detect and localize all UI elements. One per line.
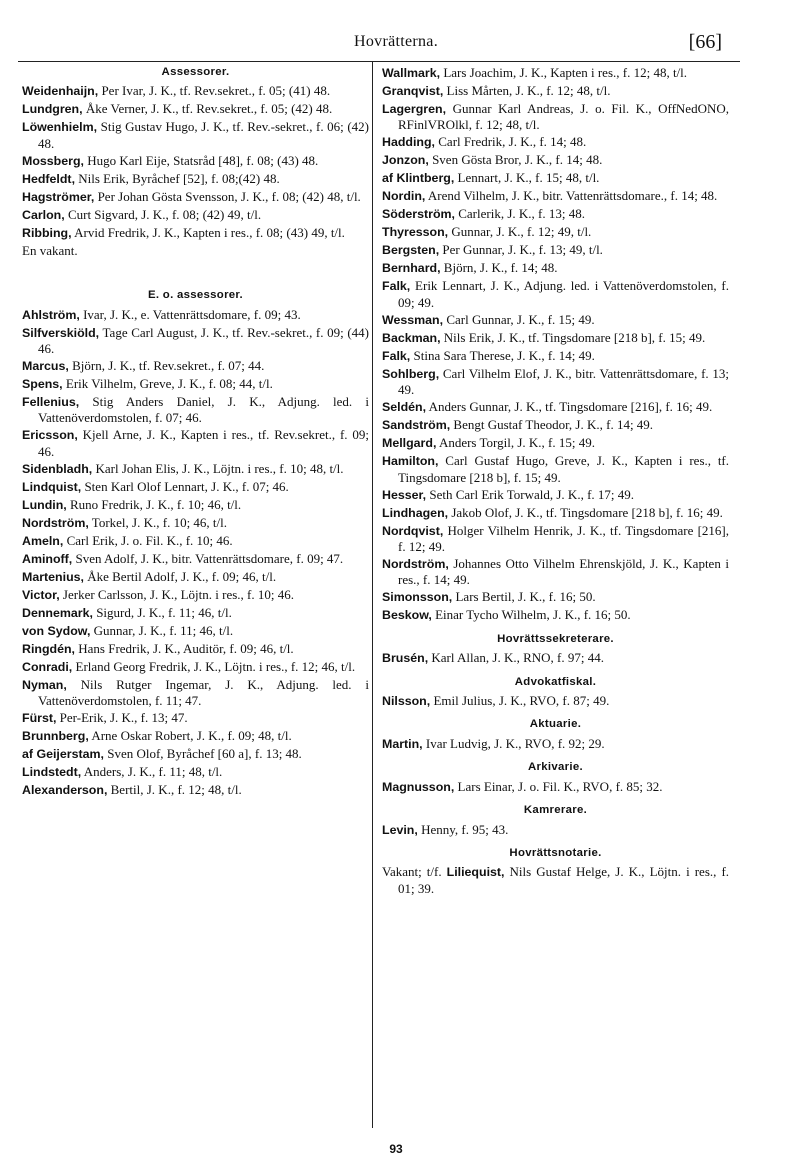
entry-details: Torkel, J. K., f. 10; 46, t/l. [91,514,228,530]
entry-name: Liliequist, [446,865,505,880]
entry-details: Arne Oskar Robert, J. K., f. 09; 48, t/l. [91,728,292,744]
page-header-title: Hovrätterna. [353,33,438,50]
entry-name: Brunnberg, [22,729,89,744]
entry-name: Lagergren, [382,102,447,116]
entry-details: Sven Olof, Byråchef [60 a], f. 13; 48. [107,746,302,762]
entry-name: Lundin, [22,497,67,512]
roster-entry [382,822,729,838]
roster-entry [22,243,369,258]
entry-details: Seth Carl Erik Torwald, J. K., f. 17; 49. [429,486,635,502]
entry-name: Jonzon, [382,153,429,168]
entry-name: Seldén, [382,400,427,415]
entry-details: Runo Fredrik, J. K., f. 10; 46, t/l. [69,496,242,512]
roster-entry [382,260,729,276]
entry-name: Wallmark, [382,66,441,80]
page-marker: [66] [688,31,722,53]
entry-details: Arend Vilhelm, J. K., bitr. Vattenrättsdomare., f. 14; 48. [427,188,718,204]
entry-name: Backman, [382,330,441,345]
entry-name: Nordström, [382,557,449,572]
left-column [22,65,369,800]
roster-entry [382,188,729,204]
roster-entry [382,348,729,364]
entry-details: Jakob Olof, J. K., tf. Tingsdomare [218 b], f. 16; 49. [451,504,723,520]
roster-entry [382,487,729,503]
entry-details: Sven Gösta Bror, J. K., f. 14; 48. [432,152,603,168]
entry-name: Bergsten, [382,243,440,258]
entry-name: Nyman, [22,677,67,692]
roster-entry [22,677,369,709]
roster-entry [22,746,369,762]
roster-entry [22,728,369,744]
roster-entry [22,358,369,374]
roster-entry [382,224,729,240]
entry-details: Hans Fredrik, J. K., Auditör, f. 09; 46, t/l. [78,640,294,656]
roster-entry [22,479,369,495]
entry-name: Sandström, [382,418,451,433]
roster-entry [382,417,729,433]
entry-details: Anders, J. K., f. 11; 48, t/l. [83,764,223,780]
entry-name: Mellgard, [382,436,437,451]
entry-lead: Vakant; t/f. [382,864,442,880]
entry-name: Lindhagen, [382,505,449,520]
roster-entry [382,779,729,795]
entry-details: Karl Allan, J. K., RNO, f. 97; 44. [431,650,604,666]
entry-details: Gunnar Karl Andreas, J. o. Fil. K., OffNedONO, RFinlVROlkl, f. 12; 48, t/l. [398,101,729,133]
entry-name: af Klintberg, [382,171,455,186]
entry-name: Söderström, [382,207,455,222]
entry-name: Martin, [382,736,423,751]
roster-entry [22,307,369,323]
entry-details: Erik Lennart, J. K., Adjung. led. i Vattenöverdomstolen, f. 09; 49. [398,278,729,310]
entry-name: Hadding, [382,135,435,150]
entry-details: Curt Sigvard, J. K., f. 08; (42) 49, t/l. [67,206,262,222]
roster-entry [22,394,369,426]
entry-details: Gunnar, J. K., f. 11; 46, t/l. [93,622,234,638]
entry-name: Nordqvist, [382,523,444,538]
entry-name: Nordin, [382,189,426,204]
entry-name: Falk, [382,279,411,294]
roster-entry [22,225,369,241]
entry-details: Åke Bertil Adolf, J. K., f. 09; 46, t/l. [87,568,277,584]
entry-name: Löwenhielm, [22,120,98,135]
entry-name: Ahlström, [22,307,80,322]
roster-entry [382,556,729,588]
roster-entry [22,551,369,567]
section-heading: Kamrerare. [523,804,588,817]
roster-entry [382,134,729,150]
entry-details: Carl Vilhelm Elof, J. K., bitr. Vattenrättsdomare, f. 13; 49. [398,365,730,398]
section-heading: Arkivarie. [528,761,583,774]
roster-entry [22,659,369,675]
entry-name: Martenius, [22,569,84,584]
roster-entry [382,453,729,485]
entry-details: Carl Erik, J. o. Fil. K., f. 10; 46. [66,532,233,548]
column-divider [372,61,373,1128]
entry-details: Stig Gustav Hugo, J. K., tf. Rev.-sekret., f. 06; (42) 48. [38,119,370,151]
entry-details: Lars Joachim, J. K., Kapten i res., f. 12; 48, t/l. [443,65,688,80]
roster-entry [22,710,369,726]
entry-details: Lars Bertil, J. K., f. 16; 50. [455,589,596,605]
entry-details: Hugo Karl Eije, Statsråd [48], f. 08; (43) 48. [87,152,319,168]
entry-name: von Sydow, [22,623,91,638]
header-rule [18,61,740,62]
roster-entry [382,505,729,521]
entry-details: Sigurd, J. K., f. 11; 46, t/l. [96,604,232,620]
entry-details: Bengt Gustaf Theodor, J. K., f. 14; 49. [453,417,654,433]
roster-entry [22,782,369,798]
entry-name: Lindquist, [22,479,82,494]
roster-entry [22,101,369,117]
entry-details: Gunnar, J. K., f. 12; 49, t/l. [451,224,592,240]
entry-details: Per-Erik, J. K., f. 13; 47. [59,710,188,726]
entry-name: Conradi, [22,659,73,674]
entry-details: Jerker Carlsson, J. K., Löjtn. i res., f. 10; 46. [62,586,294,602]
entry-details: Carlerik, J. K., f. 13; 48. [458,206,585,222]
entry-name: Falk, [382,348,411,363]
entry-name: Magnusson, [382,779,455,794]
entry-details: Bertil, J. K., f. 12; 48, t/l. [110,782,242,798]
roster-entry [382,312,729,328]
entry-name: Lundgren, [22,102,83,117]
entry-name: af Geijerstam, [22,747,104,762]
entry-details: En vakant. [22,242,78,258]
entry-details: Björn, J. K., f. 14; 48. [443,260,558,276]
section-heading: Advokatfiskal. [514,675,597,688]
entry-name: Silfverskiöld, [22,325,100,340]
entry-name: Ericsson, [22,428,78,443]
roster-entry [382,650,729,666]
roster-entry [382,366,729,398]
entry-name: Fellenius, [22,395,80,410]
entry-details: Kjell Arne, J. K., Kapten i res., tf. Rev.sekret., f. 09; 46. [38,427,369,459]
entry-name: Victor, [22,587,60,602]
entry-name: Ringdén, [22,641,75,656]
roster-entry [382,693,729,709]
roster-entry [22,515,369,531]
entry-name: Alexanderson, [22,783,108,798]
entry-details: Lars Einar, J. o. Fil. K., RVO, f. 85; 32. [457,778,663,794]
entry-details: Erik Vilhelm, Greve, J. K., f. 08; 44, t/l. [65,376,273,392]
entry-details: Carl Gunnar, J. K., f. 15; 49. [446,311,595,327]
roster-entry [22,587,369,603]
roster-entry [22,325,369,357]
roster-entry [22,497,369,513]
entry-details: Tage Carl August, J. K., tf. Rev.-sekret., f. 09; (44) 46. [38,324,369,357]
entry-details: Sven Adolf, J. K., bitr. Vattenrättsdomare, f. 09; 47. [75,550,344,566]
entry-name: Spens, [22,377,63,392]
roster-entry [22,569,369,585]
entry-details: Björn, J. K., tf. Rev.sekret., f. 07; 44. [72,358,265,374]
entry-name: Bernhard, [382,261,441,276]
entry-details: Carl Gustaf Hugo, Greve, J. K., Kapten i res., tf. Tingsdomare [218 b], f. 15; 49. [398,453,730,485]
entry-name: Nordström, [22,515,89,530]
entry-name: Brusén, [382,651,429,666]
section-heading: Hovrättssekreterare. [497,632,614,645]
entry-details: Nils Rutger Ingemar, J. K., Adjung. led. i Vattenöverdomstolen, f. 11; 47. [38,676,369,709]
entry-details: Einar Tycho Wilhelm, J. K., f. 16; 50. [435,607,631,623]
entry-name: Sidenbladh, [22,461,93,476]
roster-entry [382,101,729,133]
entry-details: Karl Johan Elis, J. K., Löjtn. i res., f. 10; 48, t/l. [95,460,344,476]
roster-entry [22,764,369,780]
entry-name: Lindstedt, [22,765,82,780]
entry-name: Nilsson, [382,694,431,709]
roster-entry [22,207,369,223]
entry-details: Stina Sara Therese, J. K., f. 14; 49. [413,347,595,363]
page-number: 93 [389,1142,403,1156]
entry-name: Aminoff, [22,551,73,566]
roster-entry [382,83,729,99]
entry-details: Per Johan Gösta Svensson, J. K., f. 08; (42) 48, t/l. [97,188,361,204]
entry-name: Wessman, [382,312,444,327]
entry-name: Sohlberg, [382,366,440,381]
entry-name: Dennemark, [22,605,93,620]
roster-entry [22,119,369,151]
entry-details: Ivar, J. K., e. Vattenrättsdomare, f. 09; 43. [83,306,301,322]
roster-entry [382,242,729,258]
entry-details: Emil Julius, J. K., RVO, f. 87; 49. [433,693,610,709]
entry-name: Carlon, [22,207,65,222]
roster-entry [22,376,369,392]
entry-name: Hesser, [382,487,427,502]
entry-details: Stig Anders Daniel, J. K., Adjung. led. i Vattenöverdomstolen, f. 07; 46. [38,394,369,426]
roster-entry [382,206,729,222]
roster-entry [22,171,369,187]
entry-details: Nils Gustaf Helge, J. K., Löjtn. i res., f. 01; 39. [398,864,730,896]
roster-entry [382,736,729,752]
entry-details: Per Gunnar, J. K., f. 13; 49, t/l. [442,242,603,258]
entry-details: Arvid Fredrik, J. K., Kapten i res., f. 08; (43) 49, t/l. [74,224,345,240]
roster-entry [382,523,729,555]
entry-details: Nils Erik, Byråchef [52], f. 08;(42) 48. [78,170,280,186]
entry-name: Granqvist, [382,84,444,98]
roster-entry [22,533,369,549]
roster-entry [22,153,369,169]
entry-name: Mossberg, [22,153,84,168]
roster-entry [382,864,729,896]
roster-entry [22,623,369,639]
entry-name: Ameln, [22,533,64,548]
entry-details: Holger Vilhelm Henrik, J. K., tf. Tingsdomare [216], f. 12; 49. [398,522,729,555]
entry-details: Carl Fredrik, J. K., f. 14; 48. [438,134,587,150]
entry-name: Thyresson, [382,225,449,240]
entry-name: Hagströmer, [22,189,95,204]
roster-entry [22,461,369,477]
entry-name: Beskow, [382,608,432,623]
entry-name: Weidenhaijn, [22,84,99,99]
roster-entry [22,605,369,621]
roster-entry [382,170,729,186]
entry-name: Ribbing, [22,225,72,240]
entry-details: Henny, f. 95; 43. [421,821,509,837]
roster-entry [382,399,729,415]
right-column [382,65,729,898]
roster-entry [22,189,369,205]
entry-details: Sten Karl Olof Lennart, J. K., f. 07; 46. [84,478,289,494]
entry-name: Hamilton, [382,454,439,469]
entry-details: Ivar Ludvig, J. K., RVO, f. 92; 29. [425,735,605,751]
entry-details: Anders Torgil, J. K., f. 15; 49. [438,435,595,451]
entry-details: Liss Mårten, J. K., f. 12; 48, t/l. [446,83,611,98]
roster-entry [382,607,729,623]
section-heading: E. o. assessorer. [147,289,244,302]
section-heading: Aktuarie. [529,718,582,731]
entry-details: Erland Georg Fredrik, J. K., Löjtn. i res., f. 12; 46, t/l. [75,658,356,674]
roster-entry [382,65,729,81]
entry-name: Hedfeldt, [22,171,76,186]
entry-details: Johannes Otto Vilhelm Ehrenskjöld, J. K., Kapten i res., f. 14; 49. [398,556,729,588]
entry-details: Anders Gunnar, J. K., tf. Tingsdomare [216], f. 16; 49. [428,399,713,415]
roster-entry [22,641,369,657]
roster-entry [382,589,729,605]
roster-entry [382,152,729,168]
roster-entry [22,83,369,99]
entry-details: Per Ivar, J. K., tf. Rev.sekret., f. 05; (41) 48. [101,83,331,99]
entry-details: Lennart, J. K., f. 15; 48, t/l. [457,170,600,186]
section-heading: Assessorer. [161,66,230,78]
entry-details: Åke Verner, J. K., tf. Rev.sekret., f. 05; (42) 48. [85,101,333,117]
roster-entry [22,427,369,459]
entry-details: Nils Erik, J. K., tf. Tingsdomare [218 b], f. 15; 49. [443,329,706,345]
roster-entry [382,435,729,451]
section-heading: Hovrättsnotarie. [509,846,602,859]
roster-entry [382,278,729,310]
roster-entry [382,330,729,346]
entry-name: Levin, [382,822,418,837]
entry-name: Marcus, [22,359,69,374]
entry-name: Simonsson, [382,590,453,605]
entry-name: Fürst, [22,711,57,726]
